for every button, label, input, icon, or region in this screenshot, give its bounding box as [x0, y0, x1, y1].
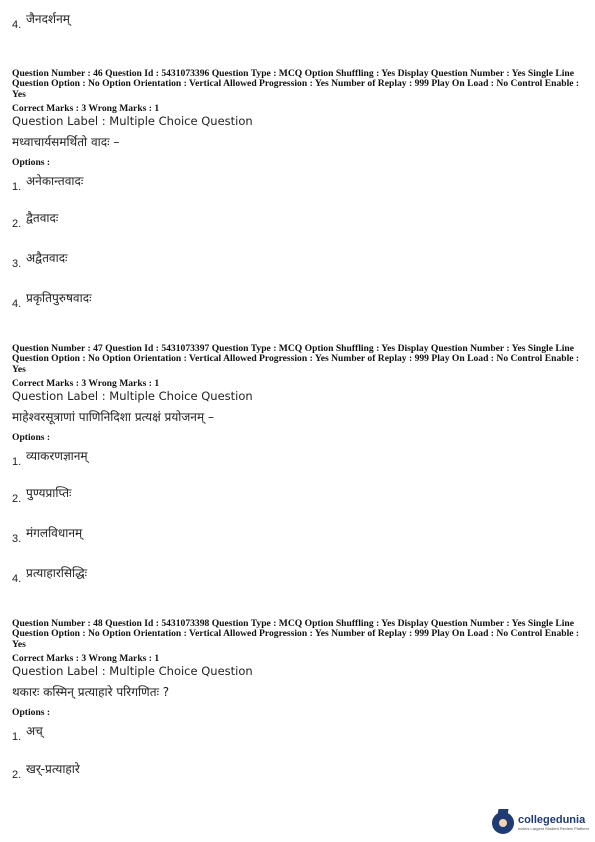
option-number: 4. [12, 19, 22, 31]
option-number: 4. [12, 573, 22, 585]
question-marks: Correct Marks : 3 Wrong Marks : 1 [12, 103, 160, 114]
logo-tagline: India's Largest Student Review Platform [517, 826, 589, 831]
option-number: 1. [12, 731, 22, 743]
option-number: 3. [12, 533, 22, 545]
option-text: द्वैतवादः [26, 211, 59, 225]
option-number: 1. [12, 456, 22, 468]
logo-name: collegedunia [517, 814, 586, 826]
question-label: Question Label : Multiple Choice Question [12, 664, 253, 678]
question-marks: Correct Marks : 3 Wrong Marks : 1 [12, 378, 160, 389]
option-number: 2. [12, 769, 22, 781]
option-text: प्रत्याहारसिद्धिः [26, 566, 88, 580]
option-text: अद्वैतवादः [26, 251, 68, 265]
option-text: व्याकरणज्ञानम् [26, 449, 88, 463]
question-text: माहेश्वरसूत्राणां पाणिनिदिशा प्रत्यक्षं प्रयोजनम् – [12, 410, 214, 424]
question-meta: Question Number : 46 Question Id : 5431073396 Question Type : MCQ Option Shuffling : Yes Display Question Number : Yes Single Line Question Option : No Option Orientation : Vertical Allowed Progression : Yes Number of Replay : 999 Play On Load : No Control Enable : Yes [12, 68, 580, 100]
question-text: थकारः कस्मिन् प्रत्याहारे परिगणितः ? [12, 685, 170, 699]
option-number: 2. [12, 218, 22, 230]
question-text: मध्वाचार्यसमर्थितो वादः – [12, 135, 120, 149]
option-number: 2. [12, 493, 22, 505]
question-label: Question Label : Multiple Choice Question [12, 114, 253, 128]
option-text: पुण्यप्राप्तिः [26, 486, 72, 500]
option-text: अच् [26, 724, 43, 738]
option-text: जैनदर्शनम् [26, 12, 70, 26]
option-text: अनेकान्तवादः [26, 174, 84, 188]
option-number: 4. [12, 298, 22, 310]
option-text: प्रकृतिपुरुषवादः [26, 291, 92, 305]
options-label: Options : [12, 707, 51, 718]
question-meta: Question Number : 48 Question Id : 5431073398 Question Type : MCQ Option Shuffling : Yes Display Question Number : Yes Single Line Question Option : No Option Orientation : Vertical Allowed Progression : Yes Number of Replay : 999 Play On Load : No Control Enable : Yes [12, 618, 580, 650]
options-label: Options : [12, 432, 51, 443]
option-number: 3. [12, 258, 22, 270]
option-number: 1. [12, 181, 22, 193]
option-text: मंगलविधानम् [26, 526, 83, 540]
graduate-icon [492, 812, 514, 834]
options-label: Options : [12, 157, 51, 168]
question-marks: Correct Marks : 3 Wrong Marks : 1 [12, 653, 160, 664]
question-meta: Question Number : 47 Question Id : 5431073397 Question Type : MCQ Option Shuffling : Yes Display Question Number : Yes Single Line Question Option : No Option Orientation : Vertical Allowed Progression : Yes Number of Replay : 999 Play On Load : No Control Enable : Yes [12, 343, 580, 375]
option-text: खर्-प्रत्याहारे [26, 762, 80, 776]
collegedunia-logo [492, 812, 589, 834]
question-label: Question Label : Multiple Choice Question [12, 389, 253, 403]
